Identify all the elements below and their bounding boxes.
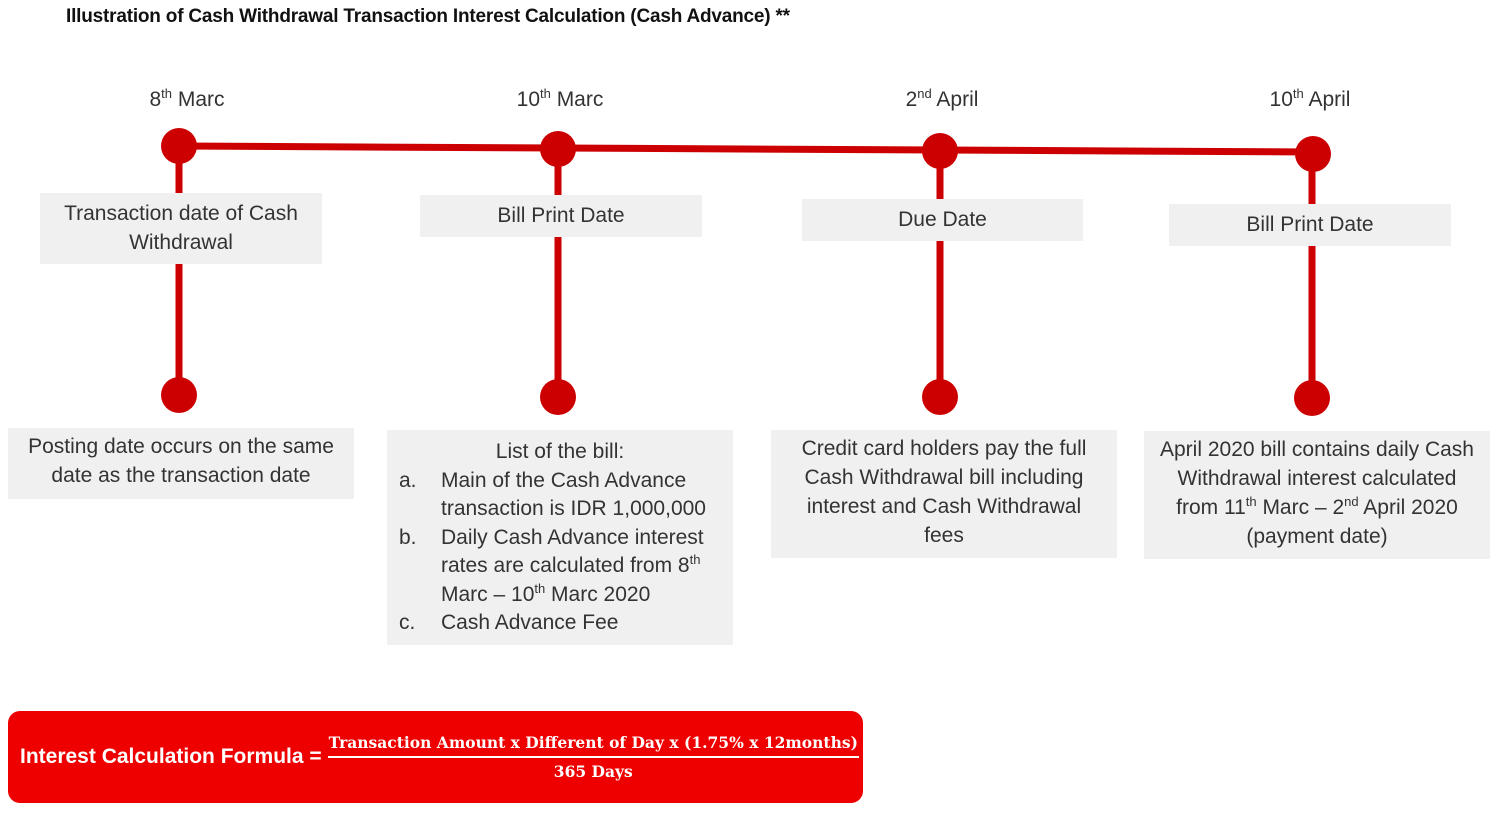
- node-top-1: [161, 128, 197, 164]
- bill-list-item-c: c. Cash Advance Fee: [399, 611, 619, 635]
- bill-list-heading: List of the bill:: [495, 440, 625, 463]
- formula-fraction: [328, 733, 859, 781]
- date-label-2: 10th Marc: [516, 86, 604, 111]
- label-bill-print-date-2: Bill Print Date: [1169, 204, 1451, 246]
- bill-list-item-b: b. Daily Cash Advance interest rates are calculated from 8th Marc – 10th Marc 2020: [399, 525, 704, 606]
- interest-formula-box: [8, 711, 863, 803]
- page-title: Illustration of Cash Withdrawal Transaction Interest Calculation (Cash Advance) **: [66, 6, 790, 27]
- date-label-4: 10th April: [1269, 86, 1351, 111]
- node-top-3: [922, 133, 958, 169]
- label-transaction-date: Transaction date of Cash Withdrawal: [40, 193, 322, 264]
- posting-date-box: Posting date occurs on the same date as the transaction date: [8, 428, 354, 499]
- bill-list-box: [387, 430, 733, 645]
- date-label-1: 8th Marc: [149, 86, 225, 111]
- node-bottom-2: [540, 379, 576, 415]
- formula-denominator: 365 Days: [553, 762, 633, 781]
- node-top-2: [540, 131, 576, 167]
- formula-numerator: Transaction Amount x Different of Day x (1.75% x 12months): [328, 733, 859, 758]
- bill-list-item-a: a. Main of the Cash Advance transaction is IDR 1,000,000: [399, 468, 706, 521]
- node-bottom-4: [1294, 380, 1330, 416]
- formula-label: Interest Calculation Formula =: [20, 745, 322, 768]
- due-date-description-box: Credit card holders pay the full Cash Withdrawal bill including interest and Cash Withdrawal fees: [771, 430, 1117, 558]
- april-bill-box: April 2020 bill contains daily Cash Withdrawal interest calculated from 11th Marc – 2nd April 2020 (payment date): [1144, 431, 1490, 559]
- label-due-date: Due Date: [802, 199, 1083, 241]
- node-top-4: [1295, 136, 1331, 172]
- node-bottom-1: [161, 377, 197, 413]
- timeline-main-line: [179, 146, 1313, 152]
- label-bill-print-date-1: Bill Print Date: [420, 195, 702, 237]
- date-label-3: 2nd April: [905, 86, 979, 111]
- node-bottom-3: [922, 379, 958, 415]
